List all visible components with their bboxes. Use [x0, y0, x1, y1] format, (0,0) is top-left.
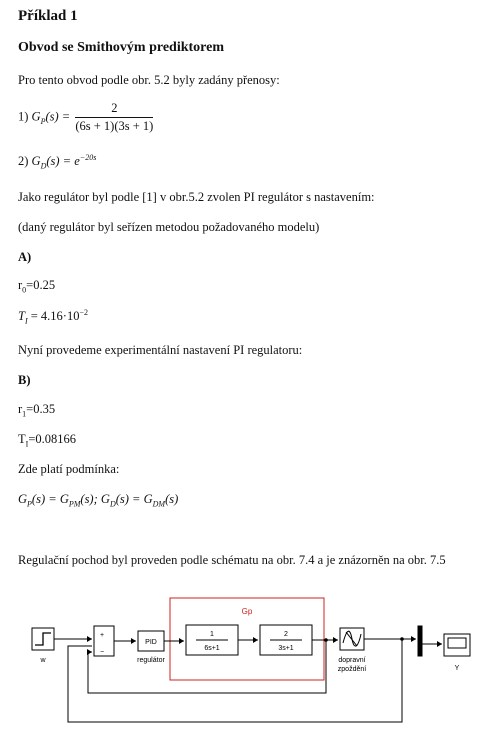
cond-semi: ; [93, 492, 101, 506]
a-ti-exponent: −2 [79, 308, 88, 317]
block-diagram [0, 588, 492, 751]
cond-s1: (s) [31, 492, 46, 506]
eq1-arg: (s) = [45, 109, 71, 124]
section-b-label: B) [18, 373, 31, 387]
cond-s4: (s) [165, 492, 179, 506]
b-ti-sub: I [25, 439, 29, 449]
a-r0 [18, 278, 55, 295]
arrow-inner-fb [87, 649, 92, 655]
tf1-denominator: 6s+1 [204, 645, 220, 652]
cond-sub-dm: DM [152, 499, 166, 509]
regulator-text: Jako regulátor byl podle [1] v obr.5.2 zvolen PI regulátor s nastavením: [18, 190, 375, 204]
a-ti-value: = 4.16·10 [30, 309, 80, 324]
eq1-lhs-sub: P [40, 116, 46, 126]
a-r0-sub: 0 [22, 285, 27, 295]
gp-label: Gp [241, 607, 253, 616]
regulator-label: regulátor [137, 657, 165, 664]
cond-sub-pm: PM [68, 499, 81, 509]
regulator-note: (daný regulátor byl seřízen metodou požadovaného modelu) [18, 220, 320, 234]
experimental-text: Nyní provedeme experimentální nastavení PI regulatoru: [18, 343, 303, 357]
arrow-tf1-in [179, 638, 184, 644]
cond-g4: G [143, 492, 153, 506]
cond-eq1: = [45, 492, 60, 506]
mux-block [418, 626, 422, 656]
section-title: Obvod se Smithovým prediktorem [18, 40, 224, 55]
eq1-lhs: G [31, 109, 41, 124]
b-ti-base: T [18, 432, 26, 446]
input-label: w [40, 657, 46, 664]
sum-plus-sign: + [99, 632, 105, 639]
junction-outer [400, 637, 404, 641]
delay-label-1: dopravní [338, 657, 366, 664]
section-a-label: A) [18, 250, 32, 264]
tf2-numerator: 2 [284, 631, 288, 638]
b-ti [18, 432, 76, 449]
eq2-lhs-sub: D [40, 161, 47, 171]
a-ti [18, 308, 88, 326]
cond-g2: G [59, 492, 69, 506]
cond-eq2: = [128, 492, 144, 506]
equation-gd [18, 153, 96, 171]
example-title: Příklad 1 [18, 8, 78, 24]
cond-s2: (s) [80, 492, 94, 506]
b-ti-value: =0.08166 [28, 432, 76, 446]
cond-sub-p: P [27, 499, 32, 509]
cond-g3: G [100, 492, 110, 506]
eq2-exponent: −20s [79, 153, 97, 162]
process-text: Regulační pochod byl proveden podle schématu na obr. 7.4 a je znázorněn na obr. 7.5 [18, 553, 446, 567]
a-ti-sub: I [24, 316, 28, 326]
eq1-number: 1) [18, 109, 29, 124]
b-r1 [18, 402, 55, 419]
eq1-fraction [75, 101, 153, 134]
b-r1-sub: 1 [22, 409, 27, 419]
arrow-delay-in [333, 637, 338, 643]
cond-g1: G [18, 492, 28, 506]
b-r1-base: r [18, 402, 23, 416]
arrow-mux-in [411, 636, 416, 642]
eq2-lhs: G [31, 154, 41, 169]
a-ti-base: T [18, 309, 25, 324]
arrow-tf2-in [253, 637, 258, 643]
b-r1-value: =0.35 [26, 402, 56, 416]
equation-gp [18, 101, 153, 134]
junction-inner [324, 638, 328, 642]
condition-equation [18, 492, 178, 509]
tf1-numerator: 1 [210, 631, 214, 638]
tf2-denominator: 3s+1 [278, 645, 294, 652]
eq2-arg: (s) = e [46, 154, 80, 169]
eq1-numerator: 2 [75, 101, 153, 118]
a-r0-value: =0.25 [26, 278, 56, 292]
condition-text: Zde platí podmínka: [18, 462, 120, 476]
arrow-scope-in [437, 641, 442, 647]
a-r0-base: r [18, 278, 23, 292]
output-label: Y [454, 665, 460, 672]
eq2-number: 2) [18, 154, 29, 169]
arrow-sum-in [87, 636, 92, 642]
cond-sub-d: D [109, 499, 116, 509]
delay-label-2: zpoždění [337, 666, 367, 673]
sum-minus-sign: − [99, 649, 105, 656]
pid-label: PID [145, 639, 157, 646]
arrow-pid-in [131, 638, 136, 644]
cond-s3: (s) [115, 492, 129, 506]
eq1-denominator: (6s + 1)(3s + 1) [75, 119, 154, 133]
intro-text: Pro tento obvod podle obr. 5.2 byly zadány přenosy: [18, 73, 280, 87]
